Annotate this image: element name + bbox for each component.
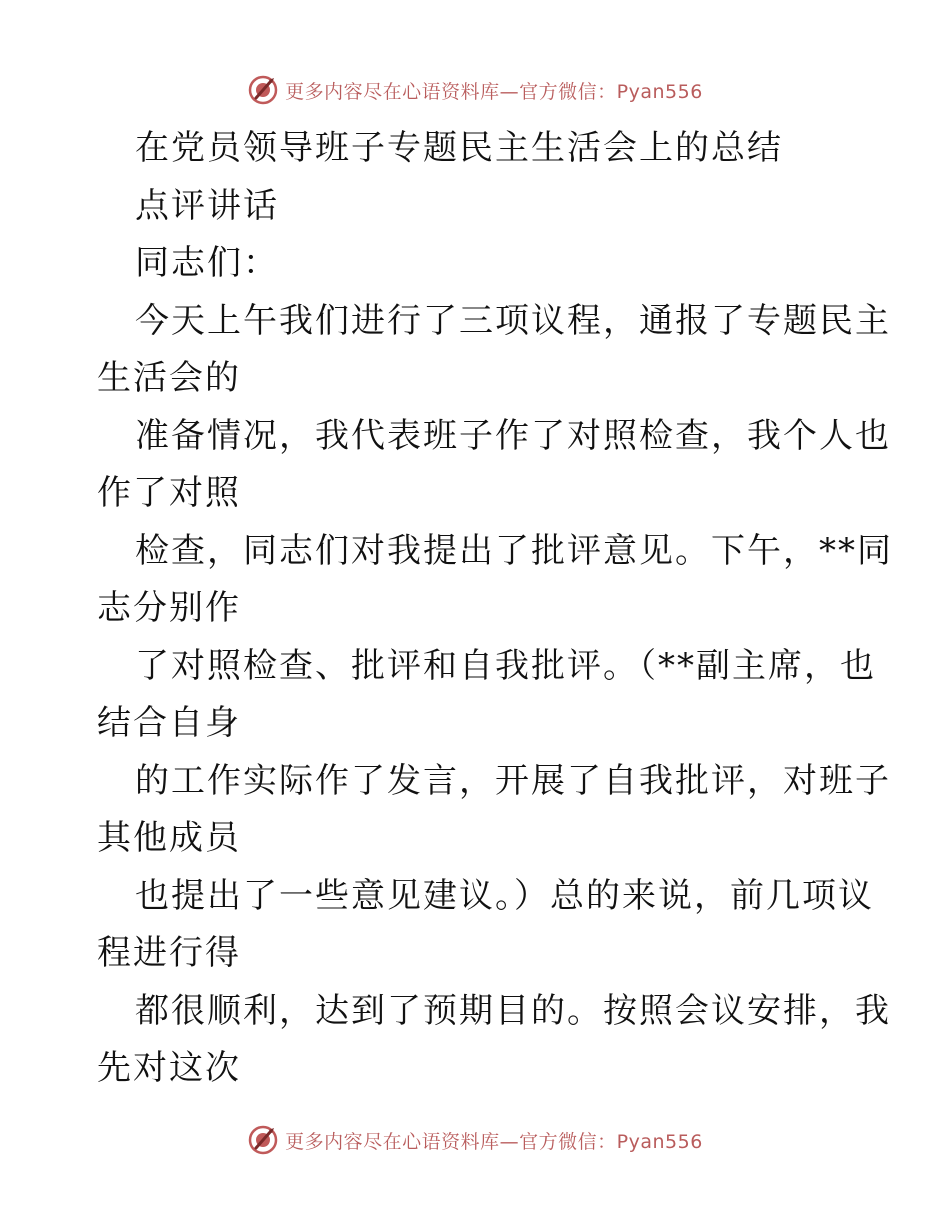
seal-logo-icon (247, 74, 279, 106)
text-line: 生活会的 (97, 358, 241, 398)
text-line: 在党员领导班子专题民主生活会上的总结 (135, 128, 783, 168)
text-line: 今天上午我们进行了三项议程，通报了专题民主 (135, 300, 891, 341)
text-line: 其他成员 (97, 818, 241, 858)
seal-logo-icon (247, 1124, 279, 1156)
text-line: 志分别作 (97, 588, 241, 628)
text-line: 准备情况，我代表班子作了对照检查，我个人也 (135, 415, 891, 456)
text-line: 都很顺利，达到了预期目的。按照会议安排，我 (135, 990, 891, 1031)
text-line: 作了对照 (97, 473, 241, 513)
footer-watermark (0, 1120, 950, 1160)
header-watermark (0, 70, 950, 110)
text-line: 也提出了一些意见建议。）总的来说，前几项议 (135, 875, 874, 916)
document-body (97, 120, 893, 1098)
watermark-text: 更多内容尽在心语资料库—官方微信：Pyan556 (285, 80, 703, 103)
text-line: 点评讲话 (135, 185, 279, 226)
text-line: 了对照检查、批评和自我批评。（**副主席，也 (135, 645, 876, 686)
watermark-text: 更多内容尽在心语资料库—官方微信：Pyan556 (285, 1130, 703, 1153)
text-line: 程进行得 (97, 933, 241, 973)
text-line: 先对这次 (97, 1048, 241, 1088)
text-line: 同志们： (135, 243, 279, 283)
text-line: 检查，同志们对我提出了批评意见。下午，**同 (135, 530, 893, 571)
text-line: 结合自身 (97, 703, 241, 743)
text-line: 的工作实际作了发言，开展了自我批评，对班子 (135, 760, 891, 801)
